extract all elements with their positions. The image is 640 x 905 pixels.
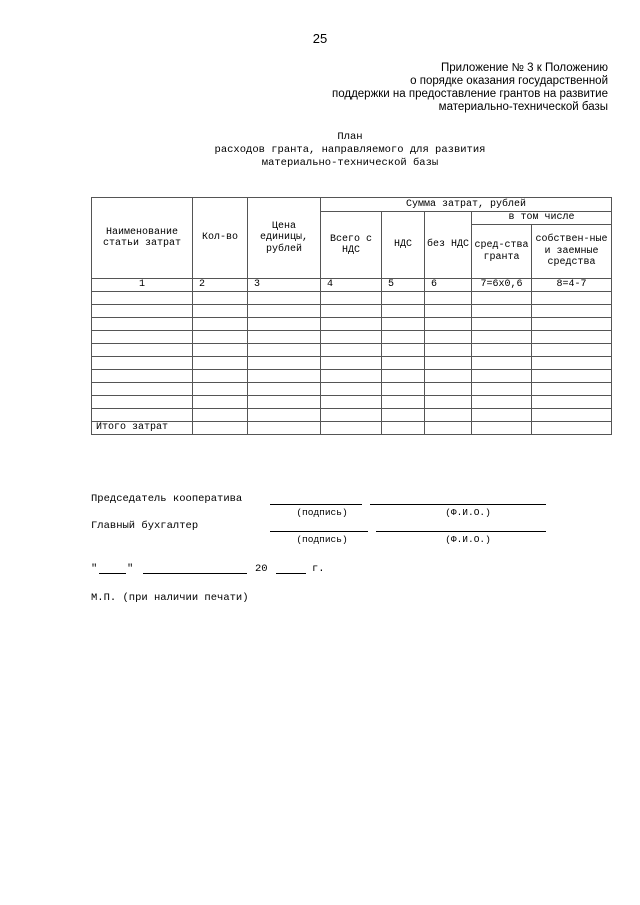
col-number: 4 xyxy=(321,279,382,292)
appendix-line: поддержки на предоставление грантов на развитие xyxy=(331,88,608,100)
table-row xyxy=(92,304,612,317)
accountant-signature-line xyxy=(270,531,368,532)
signature-hint: (подпись) xyxy=(296,507,348,518)
header-grant-funds: сред-ства гранта xyxy=(472,225,532,279)
header-own-funds: собствен-ные и заемные средства xyxy=(532,225,612,279)
date-year-suffix: г. xyxy=(312,563,325,575)
table-row xyxy=(92,317,612,330)
accountant-name-line xyxy=(376,531,546,532)
table-row xyxy=(92,395,612,408)
col-number: 3 xyxy=(248,279,321,292)
accountant-label: Главный бухгалтер xyxy=(91,520,199,532)
date-year-prefix: 20 xyxy=(255,563,268,575)
date-day-line xyxy=(99,573,126,574)
chairman-name-line xyxy=(370,504,546,505)
header-no-vat: без НДС xyxy=(425,212,472,279)
signature-hint: (подпись) xyxy=(296,534,348,545)
total-label: Итого затрат xyxy=(92,421,193,434)
chairman-signature-line xyxy=(270,504,362,505)
stamp-label: М.П. (при наличии печати) xyxy=(91,592,249,604)
header-total-vat: Всего с НДС xyxy=(321,212,382,279)
name-hint: (Ф.И.О.) xyxy=(445,507,491,518)
appendix-line: Приложение № 3 к Положению xyxy=(441,62,608,74)
appendix-line: материально-технической базы xyxy=(438,101,608,113)
header-vat: НДС xyxy=(382,212,425,279)
date-month-line xyxy=(143,573,247,574)
page-number: 25 xyxy=(312,31,328,46)
appendix-header xyxy=(332,62,608,114)
header-sum: Сумма затрат, рублей xyxy=(321,198,612,212)
header-including: в том числе xyxy=(472,212,612,225)
header-price: Цена единицы, рублей xyxy=(248,198,321,279)
date-quote-open: " xyxy=(91,563,98,575)
col-number: 6 xyxy=(425,279,472,292)
expense-plan-table xyxy=(91,197,612,435)
title-line: материально-технической базы xyxy=(261,157,439,169)
chairman-label: Председатель кооператива xyxy=(91,493,243,505)
plan-title xyxy=(0,131,640,170)
col-number: 2 xyxy=(193,279,248,292)
col-number: 1 xyxy=(92,279,193,292)
date-quote-close: " xyxy=(127,563,134,575)
table-row xyxy=(92,382,612,395)
total-row xyxy=(92,421,612,434)
appendix-line: о порядке оказания государственной xyxy=(410,75,608,87)
table-row xyxy=(92,291,612,304)
header-qty: Кол-во xyxy=(193,198,248,279)
col-number: 5 xyxy=(382,279,425,292)
col-number: 8=4-7 xyxy=(532,279,612,292)
title-line: расходов гранта, направляемого для развития xyxy=(214,144,486,156)
table-row xyxy=(92,330,612,343)
header-name: Наименование статьи затрат xyxy=(92,198,193,279)
table-row xyxy=(92,369,612,382)
table-row xyxy=(92,408,612,421)
table-row xyxy=(92,356,612,369)
table-row xyxy=(92,343,612,356)
date-year-line xyxy=(276,573,306,574)
title-line: План xyxy=(337,131,363,143)
col-number: 7=6х0,6 xyxy=(472,279,532,292)
name-hint: (Ф.И.О.) xyxy=(445,534,491,545)
